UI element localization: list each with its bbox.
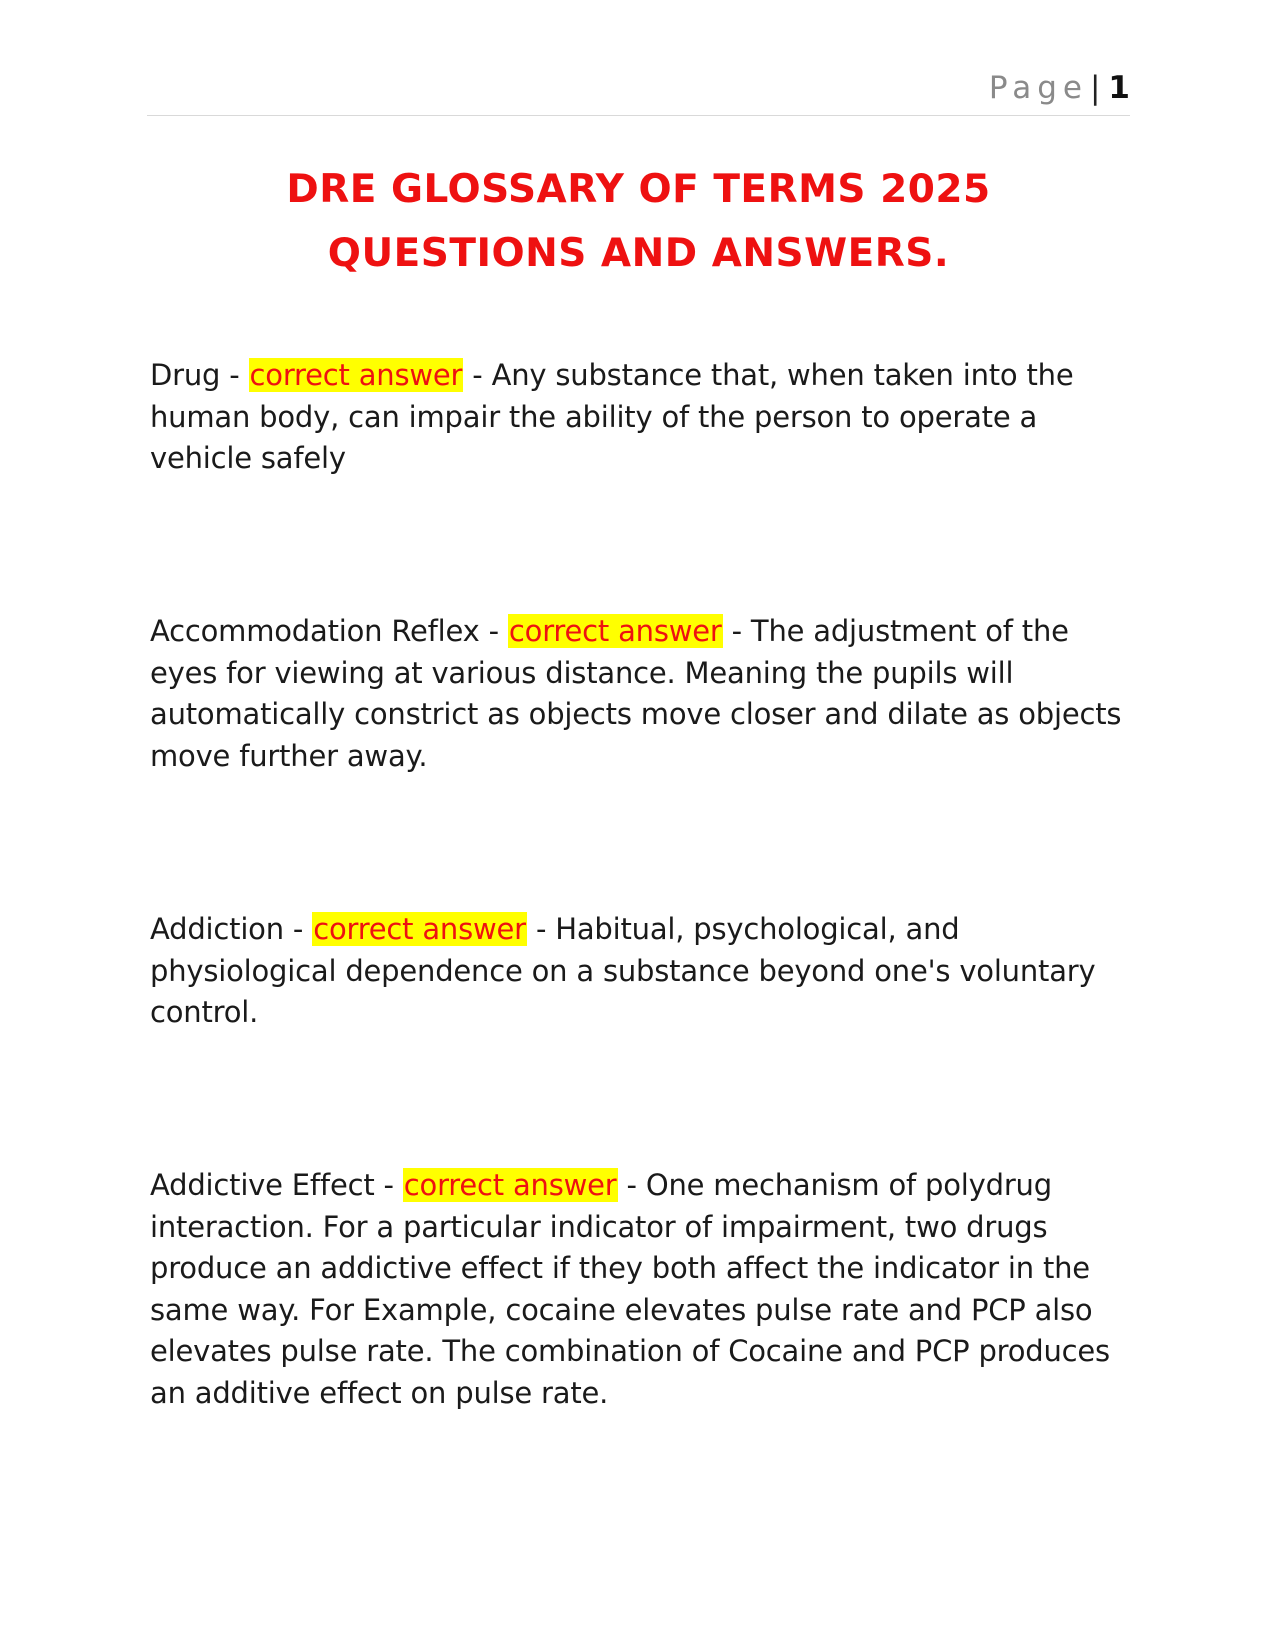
page-header [147, 70, 1130, 116]
glossary-entry [150, 1165, 1135, 1414]
correct-answer-highlight: correct answer [313, 912, 526, 946]
entry-term: Drug - [150, 358, 249, 392]
page-number: 1 [1108, 70, 1130, 106]
title-line-2: QUESTIONS AND ANSWERS. [327, 231, 950, 276]
document-title [147, 158, 1130, 286]
entry-definition: - The adjustment of the eyes for viewing at various distance. Meaning the pupils will automatically constrict as objects move closer and dilate as objects move further away. [150, 614, 1122, 773]
entry-term: Addiction - [150, 912, 313, 946]
title-line-1: DRE GLOSSARY OF TERMS 2025 [286, 167, 991, 212]
entry-definition: - One mechanism of polydrug interaction. For a particular indicator of impairment, two drugs produce an addictive effect if they both affect the indicator in the same way. For Example, cocaine elevates pulse rate and PCP also elevates pulse rate. The combination of Cocaine and PCP produces an additive effect on pulse rate. [150, 1168, 1110, 1410]
page-label: Page [988, 70, 1088, 106]
entry-term: Addictive Effect - [150, 1168, 403, 1202]
correct-answer-highlight: correct answer [249, 358, 463, 392]
glossary-entry [150, 355, 1135, 480]
correct-answer-highlight: correct answer [508, 614, 722, 648]
glossary-entry [150, 611, 1135, 777]
page-separator: | [1089, 70, 1101, 106]
entry-term: Accommodation Reflex - [150, 614, 508, 648]
entry-definition: - Habitual, psychological, and physiological dependence on a substance beyond one's voluntary control. [150, 912, 1096, 1029]
entry-definition: - Any substance that, when taken into the human body, can impair the ability of the person to operate a vehicle safely [150, 358, 1074, 475]
correct-answer-highlight: correct answer [403, 1168, 617, 1202]
glossary-entry [150, 909, 1135, 1034]
